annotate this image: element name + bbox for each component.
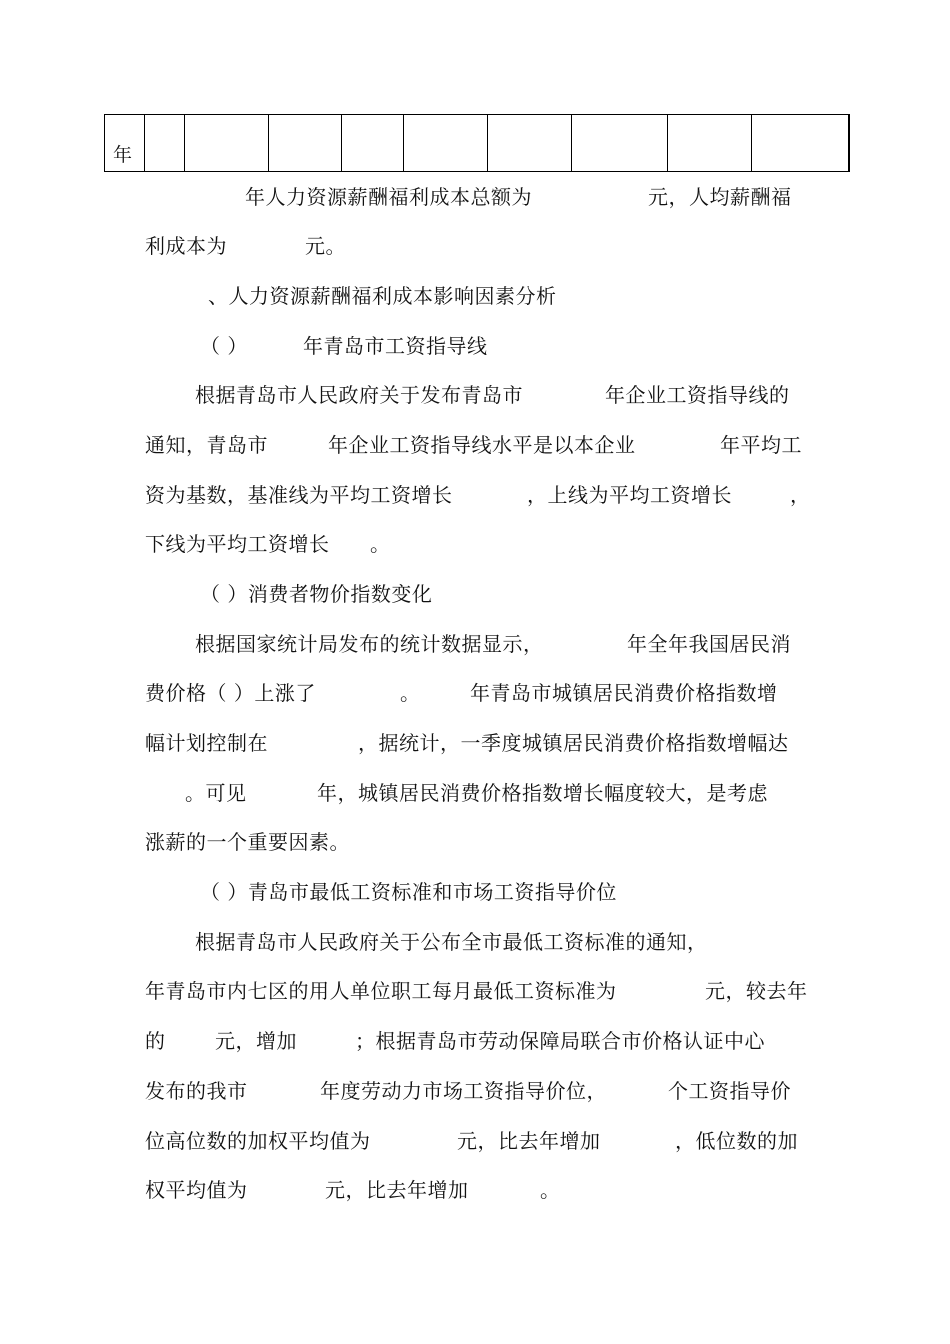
text-segment: ，低位数的加 (675, 1129, 798, 1153)
text-line (145, 1176, 810, 1204)
text-line (145, 828, 810, 856)
text-segment: ；根据青岛市劳动保障局联合市价格认证中心 (355, 1029, 765, 1053)
text-line (145, 977, 810, 1005)
text-segment: （ ）青岛市最低工资标准和市场工资指导价位 (200, 880, 617, 904)
table-cell (269, 115, 342, 172)
text-line (145, 779, 810, 807)
text-segment: （ ） (200, 334, 248, 358)
text-segment: ，据统计，一季度城镇居民消费价格指数增幅达 (358, 731, 789, 755)
text-line (145, 878, 810, 906)
text-segment: ， (790, 483, 811, 507)
table-cell (752, 115, 849, 172)
text-segment: 。 (370, 532, 391, 556)
text-line (145, 630, 810, 658)
text-segment: 通知，青岛市 (145, 433, 268, 457)
text-line (145, 1027, 810, 1055)
text-segment: 元。 (305, 234, 346, 258)
text-line (145, 580, 810, 608)
data-table (104, 114, 850, 172)
text-line (145, 381, 810, 409)
text-segment: 个工资指导价 (668, 1079, 791, 1103)
text-line (145, 431, 810, 459)
text-segment: 年全年我国居民消 (627, 632, 791, 656)
text-segment: 涨薪的一个重要因素。 (145, 830, 350, 854)
text-line (145, 679, 810, 707)
text-segment: 资为基数，基准线为平均工资增长 (145, 483, 453, 507)
text-segment: 元，较去年 (705, 979, 808, 1003)
text-segment: 年度劳动力市场工资指导价位， (320, 1079, 607, 1103)
text-segment: ，上线为平均工资增长 (527, 483, 732, 507)
table-cell (404, 115, 488, 172)
text-segment: 利成本为 (145, 234, 227, 258)
table-cell-year: 年 (105, 115, 145, 172)
text-segment: 。 (400, 681, 421, 705)
text-segment: 元，人均薪酬福 (648, 185, 792, 209)
text-line (145, 282, 810, 310)
table-cell (145, 115, 185, 172)
text-segment: 。 (540, 1178, 561, 1202)
text-segment: 根据国家统计局发布的统计数据显示， (195, 632, 544, 656)
text-segment: 年青岛市工资指导线 (303, 334, 488, 358)
table-row (105, 115, 849, 172)
table-cell (488, 115, 572, 172)
text-segment: 元，增加 (215, 1029, 297, 1053)
text-segment: 位高位数的加权平均值为 (145, 1129, 371, 1153)
text-segment: 年企业工资指导线水平是以本企业 (328, 433, 636, 457)
text-line (145, 183, 810, 211)
text-line (145, 332, 810, 360)
text-line (145, 530, 810, 558)
table-cell (342, 115, 404, 172)
text-segment: 权平均值为 (145, 1178, 248, 1202)
text-segment: 年人力资源薪酬福利成本总额为 (245, 185, 532, 209)
text-line (145, 729, 810, 757)
table-cell (572, 115, 668, 172)
text-line (145, 1127, 810, 1155)
text-segment: 元，比去年增加 (457, 1129, 601, 1153)
text-segment: 年平均工 (720, 433, 802, 457)
text-segment: 幅计划控制在 (145, 731, 268, 755)
text-line (145, 232, 810, 260)
text-segment: 根据青岛市人民政府关于公布全市最低工资标准的通知， (195, 930, 708, 954)
table-cell (185, 115, 269, 172)
text-line (145, 928, 810, 956)
text-segment: 。可见 (185, 781, 247, 805)
text-segment: （ ）消费者物价指数变化 (200, 582, 433, 606)
text-segment: 、人力资源薪酬福利成本影响因素分析 (208, 284, 557, 308)
text-segment: 费价格（ ）上涨了 (145, 681, 316, 705)
text-segment: 下线为平均工资增长 (145, 532, 330, 556)
text-segment: 根据青岛市人民政府关于发布青岛市 (195, 383, 523, 407)
text-line (145, 481, 810, 509)
table-cell (668, 115, 752, 172)
text-segment: 元，比去年增加 (325, 1178, 469, 1202)
text-segment: 的 (145, 1029, 166, 1053)
text-segment: 发布的我市 (145, 1079, 248, 1103)
text-segment: 年青岛市城镇居民消费价格指数增 (470, 681, 778, 705)
text-line (145, 1077, 810, 1105)
text-segment: 年企业工资指导线的 (605, 383, 790, 407)
text-segment: 年，城镇居民消费价格指数增长幅度较大，是考虑 (317, 781, 768, 805)
text-segment: 年青岛市内七区的用人单位职工每月最低工资标准为 (145, 979, 617, 1003)
